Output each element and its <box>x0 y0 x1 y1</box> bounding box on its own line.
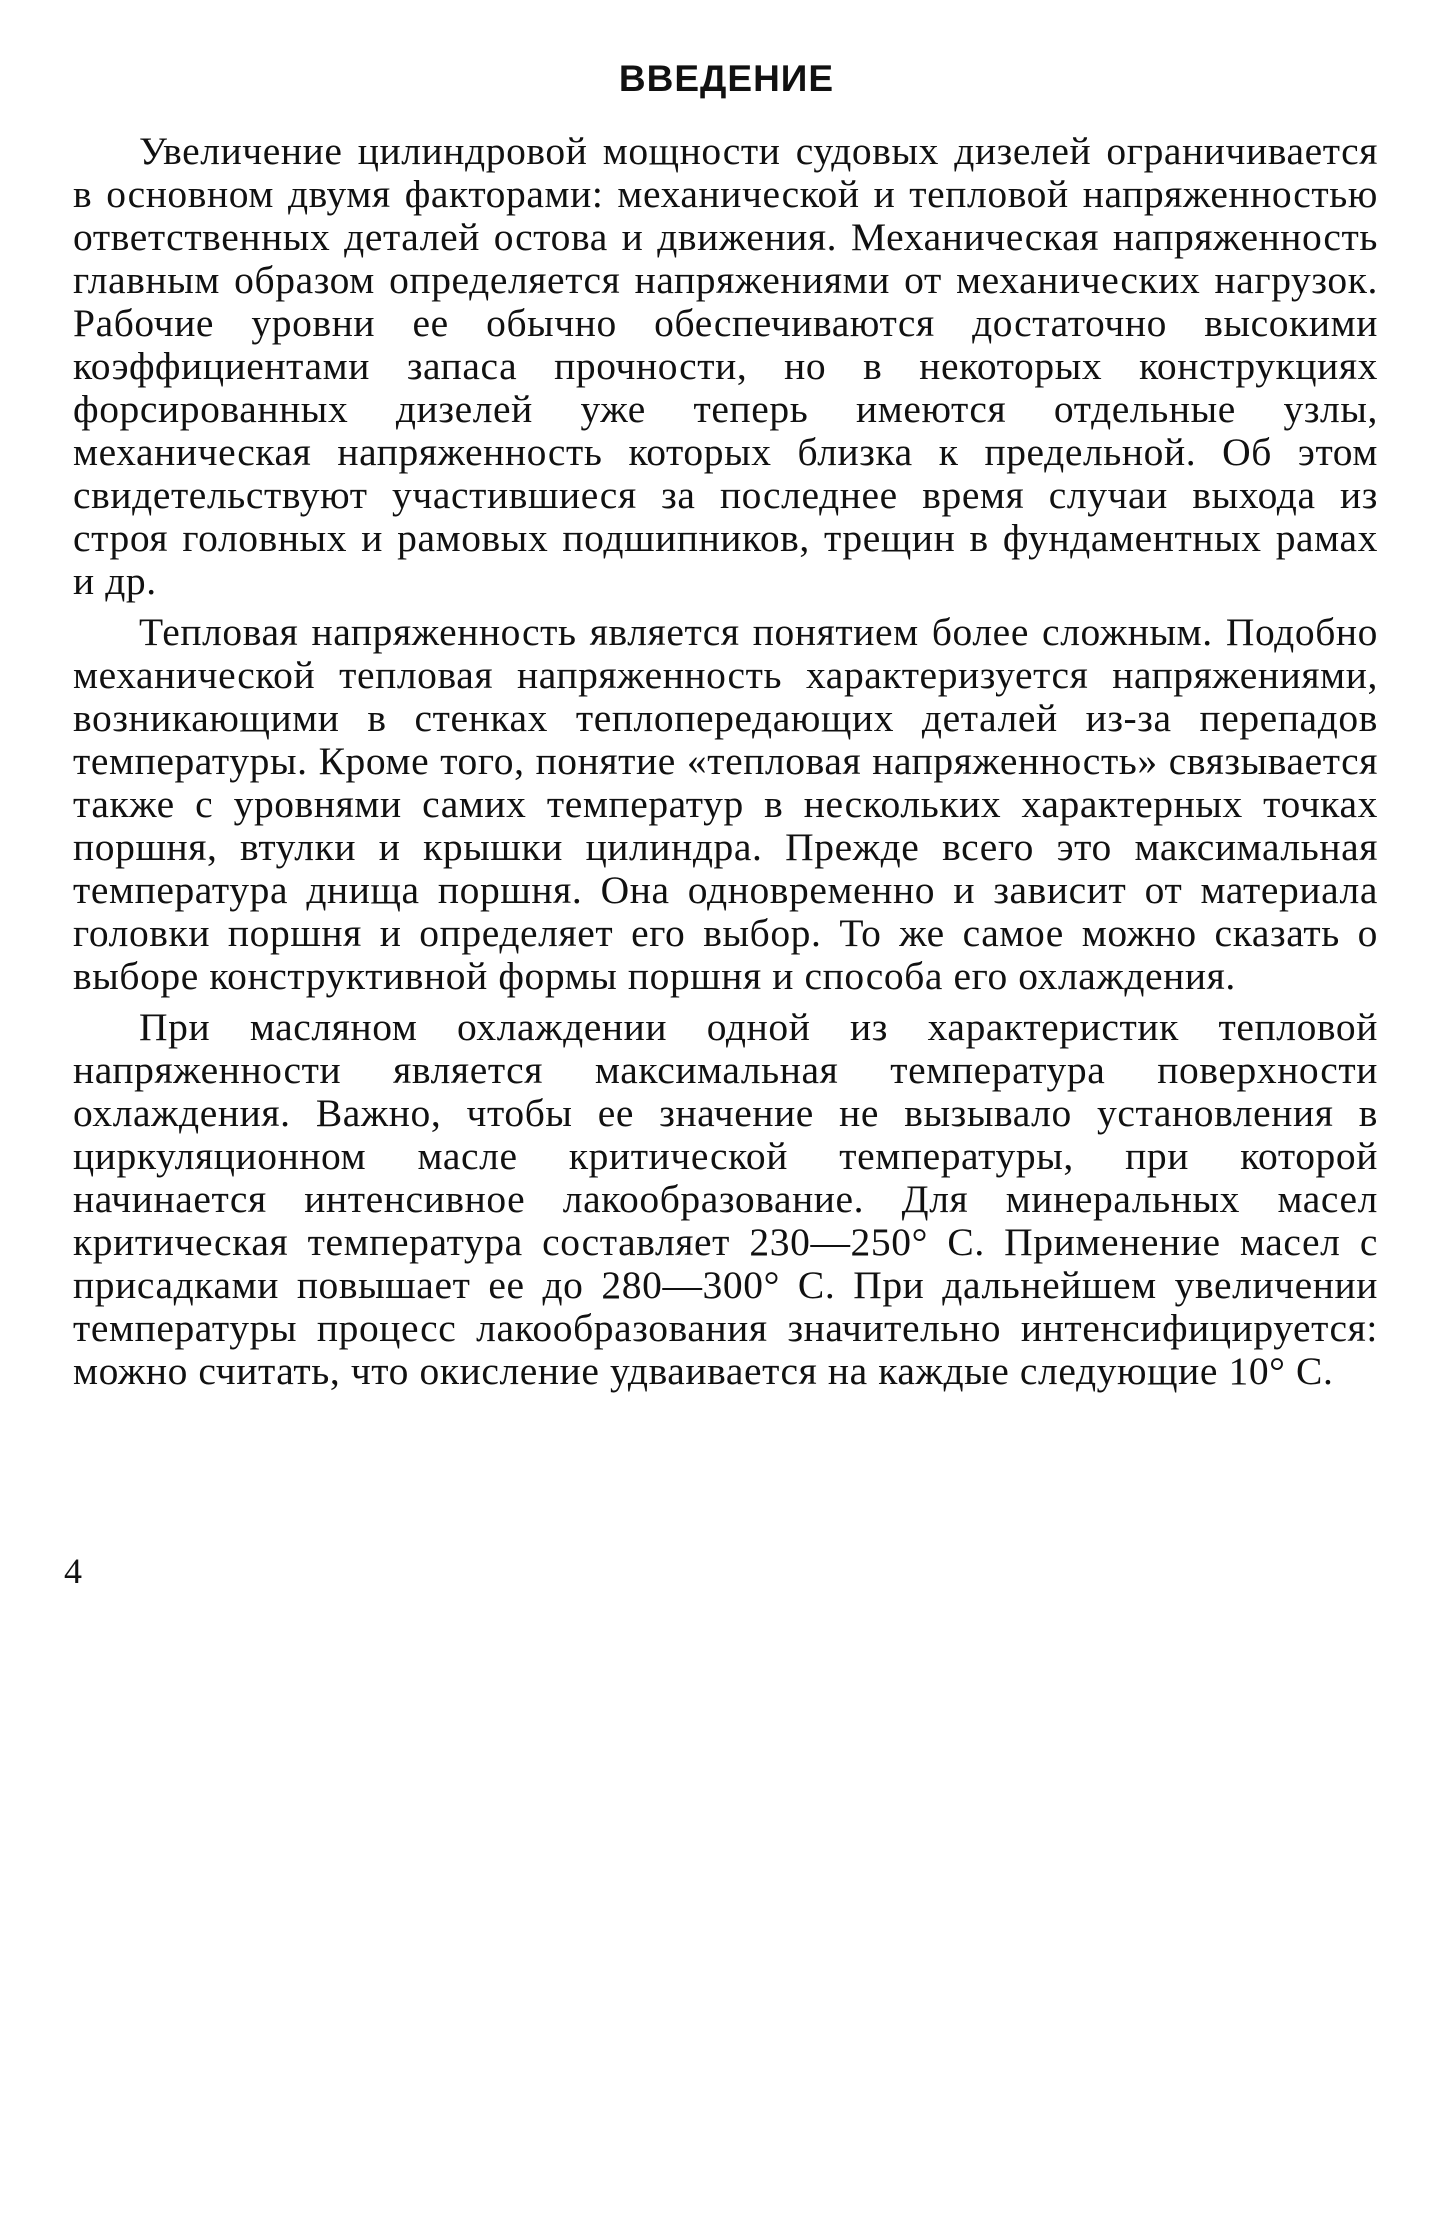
paragraph-3: При масляном охлаждении одной из характеристик тепловой напряженности является максимальная температура поверхности охлаждения. Важно, чтобы ее значение не вызывало установления в циркуляционном масле критической температуры, при которой начинается интенсивное лакообразование. Для минеральных масел критическая температура составляет 230—250° С. Применение масел с присадками повышает ее до 280—300° С. При дальнейшем увеличении температуры процесс лакообразования значительно интенсифицируется: можно считать, что окисление удваивается на каждые следующие 10° С. <box>73 1005 1378 1393</box>
paragraph-2: Тепловая напряженность является понятием более сложным. Подобно механической тепловая напряженность характеризуется напряжениями, возникающими в стенках теплопередающих деталей из-за перепадов температуры. Кроме того, понятие «тепловая напряженность» связывается также с уровнями самих температур в нескольких характерных точках поршня, втулки и крышки цилиндра. Прежде всего это максимальная температура днища поршня. Она одновременно и зависит от материала головки поршня и определяет его выбор. То же самое можно сказать о выборе конструктивной формы поршня и способа его охлаждения. <box>73 610 1378 998</box>
paragraph-1: Увеличение цилиндровой мощности судовых дизелей ограничивается в основном двумя факторами: механической и тепловой напряженностью ответственных деталей остова и движения. Механическая напряженность главным образом определяется напряжениями от механических нагрузок. Рабочие уровни ее обычно обеспечиваются достаточно высокими коэффициентами запаса прочности, но в некоторых конструкциях форсированных дизелей уже теперь имеются отдельные узлы, механическая напряженность которых близка к предельной. Об этом свидетельствуют участившиеся за последнее время случаи выхода из строя головных и рамовых подшипников, трещин в фундаментных рамах и др. <box>73 129 1378 603</box>
page-title: ВВЕДЕНИЕ <box>618 58 835 99</box>
body-text <box>73 130 1378 1401</box>
page-number: 4 <box>64 1551 82 1591</box>
